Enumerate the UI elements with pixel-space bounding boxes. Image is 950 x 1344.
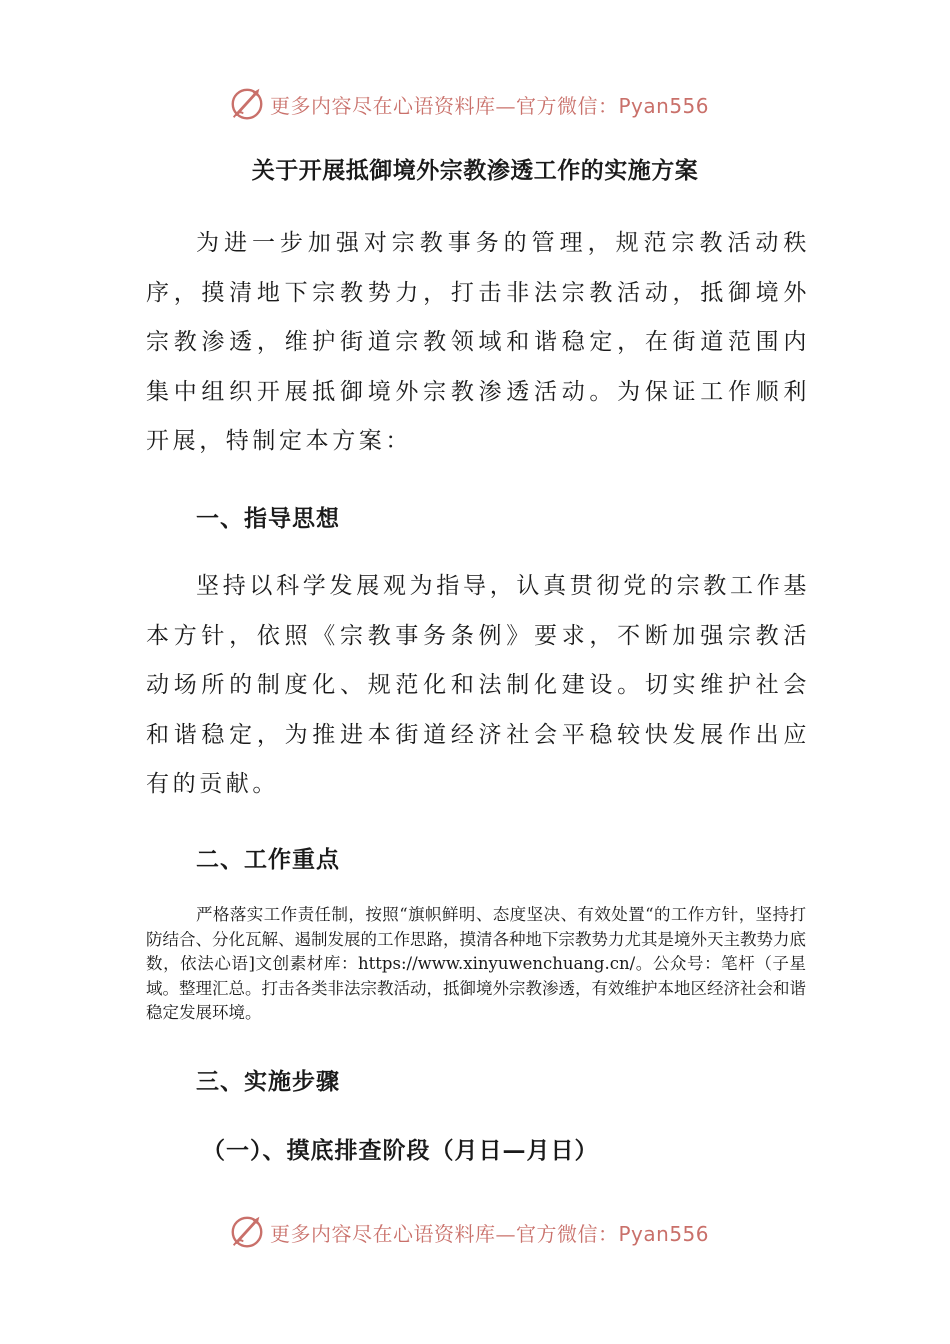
subsection-heading-survey: （一）、摸底排查阶段（月日—月日） (202, 1137, 599, 1164)
watermark-footer (228, 1212, 709, 1252)
watermark-code: Pyan556 (618, 1221, 710, 1246)
guiding-paragraph: 坚持以科学发展观为指导，认真贯彻党的宗教工作基本方针，依照《宗教事务条例》要求，不断加强宗教活动场所的制度化、规范化和法制化建设。切实维护社会和谐稳定，为推进本街道经济社会平稳较快发展作出应有的贡献。 (146, 573, 810, 797)
pen-in-circle-icon (228, 1213, 266, 1251)
focus-paragraph: 严格落实工作责任制，按照“旗帜鲜明、态度坚决、有效处置“的工作方针，坚持打防结合、分化瓦解、遏制发展的工作思路，摸清各种地下宗教势力尤其是境外天主教势力底数，依法心语]文创素材库：https://www.xinyuwenchuang.cn/。公众号：笔杆（子星域。整理汇总。打击各类非法宗教活动，抵御境外宗教渗透，有效维护本地区经济社会和谐稳定发展环境。 (146, 905, 806, 1022)
watermark-text: 更多内容尽在心语资料库—官方微信：Pyan556 (270, 1221, 710, 1246)
watermark-code: Pyan556 (618, 93, 710, 118)
watermark-header (228, 84, 709, 124)
section-heading-steps: 三、实施步骤 (196, 1068, 340, 1095)
intro-paragraph: 为进一步加强对宗教事务的管理，规范宗教活动秩序，摸清地下宗教势力，打击非法宗教活动，抵御境外宗教渗透，维护街道宗教领域和谐稳定，在街道范围内集中组织开展抵御境外宗教渗透活动。为保证工作顺利开展，特制定本方案： (146, 230, 810, 454)
section-heading-guiding: 一、指导思想 (196, 505, 340, 532)
document-title: 关于开展抵御境外宗教渗透工作的实施方案 (251, 157, 699, 184)
watermark-text: 更多内容尽在心语资料库—官方微信：Pyan556 (270, 93, 710, 118)
pen-in-circle-icon (228, 85, 266, 123)
section-heading-focus: 二、工作重点 (196, 846, 340, 873)
